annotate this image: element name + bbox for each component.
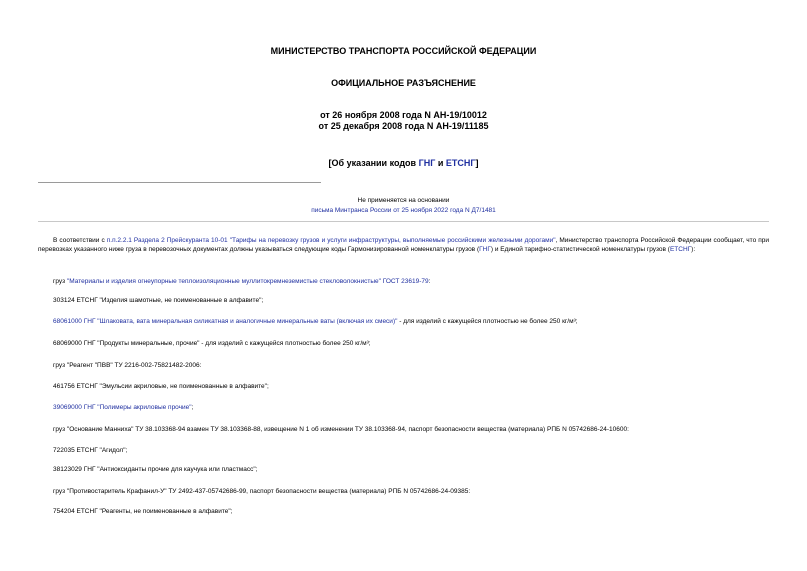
- intro-paragraph: В соответствии с п.п.2.2.1 Раздела 2 Прейскуранта 10-01 "Тарифы на перевозку грузов и услуги инфраструктуры, выполняемые российскими железными дорогами", Министерство транспорта Российской Федерации сообщает, что при перевозках указанного ниже груза в перевозочных документах должны указываться следующие коды Гармонизированной номенклатуры грузов (ГНГ) и Единой тарифно-статистической номенклатуры грузов (ЕТСНГ):: [38, 237, 770, 253]
- list-item: 38123029 ГНГ "Антиоксиданты прочие для каучука или пластмасс";: [53, 466, 258, 473]
- header-divider: [38, 182, 321, 183]
- list-item: груз "Противостаритель Крафанил-У" ТУ 2492-437-05742686-99, паспорт безопасности вещества (материала) РПБ N 05742686-24-09385:: [53, 488, 471, 495]
- status-note-link-line: [0, 206, 807, 215]
- doc-type: ОФИЦИАЛЬНОЕ РАЗЪЯСНЕНИЕ: [331, 78, 476, 88]
- list-item: груз "Материалы и изделия огнеупорные теплоизоляционные муллитокремнеземистые стекловолокнистые" ГОСТ 23619-79:: [53, 278, 431, 285]
- status-note-link[interactable]: письма Минтранса России от 25 ноября 2022 года N Д7/1481: [311, 207, 496, 214]
- list-item: 722035 ЕТСНГ "Агидол";: [53, 447, 128, 454]
- doc-date-1: от 26 ноября 2008 года N АН-19/10012: [320, 110, 487, 120]
- gost-link[interactable]: "Материалы и изделия огнеупорные теплоизоляционные муллитокремнеземистые стекловолокнистые" ГОСТ 23619-79: [66, 278, 429, 285]
- gng-ref-link[interactable]: ГНГ: [479, 246, 491, 253]
- gng-link[interactable]: ГНГ: [418, 158, 436, 168]
- gng-39069000-link[interactable]: 39069000 ГНГ "Полимеры акриловые прочие": [53, 404, 192, 411]
- ministry-title: МИНИСТЕРСТВО ТРАНСПОРТА РОССИЙСКОЙ ФЕДЕРАЦИИ: [270, 46, 537, 56]
- doc-subject: [Об указании кодов ГНГ и ЕТСНГ]: [328, 158, 479, 168]
- list-item: 303124 ЕТСНГ "Изделия шамотные, не поименованные в алфавите";: [53, 297, 264, 304]
- list-item: 461756 ЕТСНГ "Эмульсии акриловые, не поименованные в алфавите";: [53, 383, 269, 390]
- list-item: 68069000 ГНГ "Продукты минеральные, прочие" - для изделий с кажущейся плотностью более 250 кг/м³;: [53, 340, 371, 347]
- etsng-link[interactable]: ЕТСНГ: [445, 158, 476, 168]
- doc-date-2: от 25 декабря 2008 года N АН-19/11185: [318, 121, 489, 131]
- preyskurant-link[interactable]: п.п.2.2.1 Раздела 2 Прейскуранта 10-01 "Тарифы на перевозку грузов и услуги инфраструктуры, выполняемые российскими железными дорогами": [106, 237, 556, 244]
- etsng-ref-link[interactable]: ЕТСНГ: [669, 246, 692, 253]
- list-item: 754204 ЕТСНГ "Реагенты, не поименованные в алфавите";: [53, 508, 233, 515]
- list-item: груз "Реагент "ПВВ" ТУ 2216-002-75821482-2006:: [53, 362, 202, 369]
- status-note-text: Не применяется на основании: [357, 197, 450, 204]
- gng-68061000-link[interactable]: 68061000 ГНГ "Шлаковата, вата минеральная силикатная и аналогичные минеральные ваты (включая их смеси)": [53, 318, 398, 325]
- list-item: груз "Основание Манниха" ТУ 38.103368-94 взамен ТУ 38.103368-88, извещение N 1 об изменении ТУ 38.103368-94, паспорт безопасности вещества (материала) РПБ N 05742686-24-10600:: [53, 426, 629, 433]
- list-item: 68061000 ГНГ "Шлаковата, вата минеральная силикатная и аналогичные минеральные ваты (включая их смеси)" - для изделий с кажущейся плотностью не более 250 кг/м³;: [53, 318, 578, 325]
- note-divider: [38, 221, 769, 222]
- list-item: 39069000 ГНГ "Полимеры акриловые прочие";: [53, 404, 194, 411]
